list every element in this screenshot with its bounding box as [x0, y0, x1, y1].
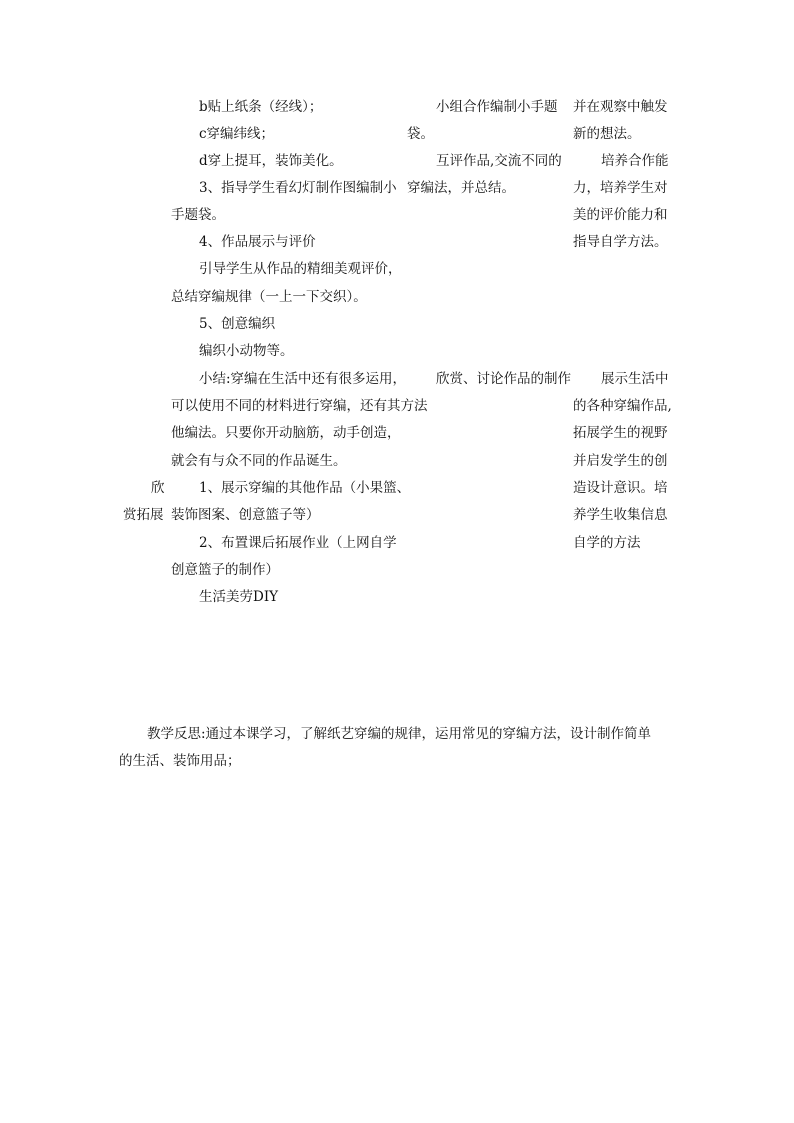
activity-line: 小组合作编制小手题 — [436, 99, 558, 115]
purpose-line: 培养合作能 — [601, 153, 669, 169]
purpose-line: 自学的方法 — [573, 535, 641, 551]
purpose-line: 养学生收集信息 — [573, 507, 668, 523]
purpose-line: 并在观察中触发 — [573, 99, 668, 115]
process-line: 5、创意编织 — [199, 316, 276, 332]
process-line: 小结:穿编在生活中还有很多运用， — [199, 371, 407, 387]
process-line: 就会有与众不同的作品诞生。 — [171, 453, 347, 469]
process-line: 生活美劳DIY — [199, 589, 279, 605]
reflection-line2: 的生活、装饰用品； — [119, 753, 241, 769]
process-line: 可以使用不同的材料进行穿编，还有其方法 — [171, 398, 428, 414]
process-line: 总结穿编规律（一上一下交织）。 — [171, 289, 367, 305]
process-line: 2、布置课后拓展作业（上网自学 — [199, 535, 397, 551]
process-line: 3、指导学生看幻灯制作图编制小 — [199, 180, 397, 196]
purpose-line: 造设计意识。培 — [573, 480, 668, 496]
reflection-line1: 教学反思:通过本课学习，了解纸艺穿编的规律，运用常见的穿编方法，设计制作简单 — [147, 726, 652, 742]
purpose-line: 新的想法。 — [573, 126, 641, 142]
process-line: 编织小动物等。 — [199, 343, 294, 359]
process-line: 手题袋。 — [171, 207, 225, 223]
activity-line: 欣赏、讨论作品的制作 — [436, 371, 571, 387]
process-line: 4、作品展示与评价 — [199, 234, 316, 250]
activity-line: 袋。 — [407, 126, 434, 142]
purpose-line: 拓展学生的视野 — [573, 425, 668, 441]
process-line: 1、展示穿编的其他作品（小果篮、 — [199, 480, 411, 496]
process-line: d穿上提耳，装饰美化。 — [199, 153, 343, 169]
stage-label-line2: 赏拓展 — [123, 507, 164, 523]
purpose-line: 指导自学方法。 — [573, 234, 668, 250]
activity-line: 互评作品,交流不同的 — [436, 153, 562, 169]
purpose-line: 美的评价能力和 — [573, 207, 668, 223]
purpose-line: 展示生活中 — [601, 371, 669, 387]
purpose-line: 的各种穿编作品, — [573, 398, 672, 414]
process-line: 引导学生从作品的精细美观评价， — [199, 261, 402, 277]
process-line: 装饰图案、创意篮子等） — [171, 507, 320, 523]
process-line: c穿编纬线； — [199, 126, 275, 142]
activity-line: 穿编法，并总结。 — [407, 180, 515, 196]
process-line: 他编法。只要你开动脑筋，动手创造， — [171, 425, 401, 441]
purpose-line: 力，培养学生对 — [573, 180, 668, 196]
stage-label-line1: 欣 — [151, 480, 165, 496]
process-line: 创意篮子的制作） — [171, 562, 279, 578]
purpose-line: 并启发学生的创 — [573, 453, 668, 469]
process-line: b贴上纸条（经线）； — [199, 99, 323, 115]
